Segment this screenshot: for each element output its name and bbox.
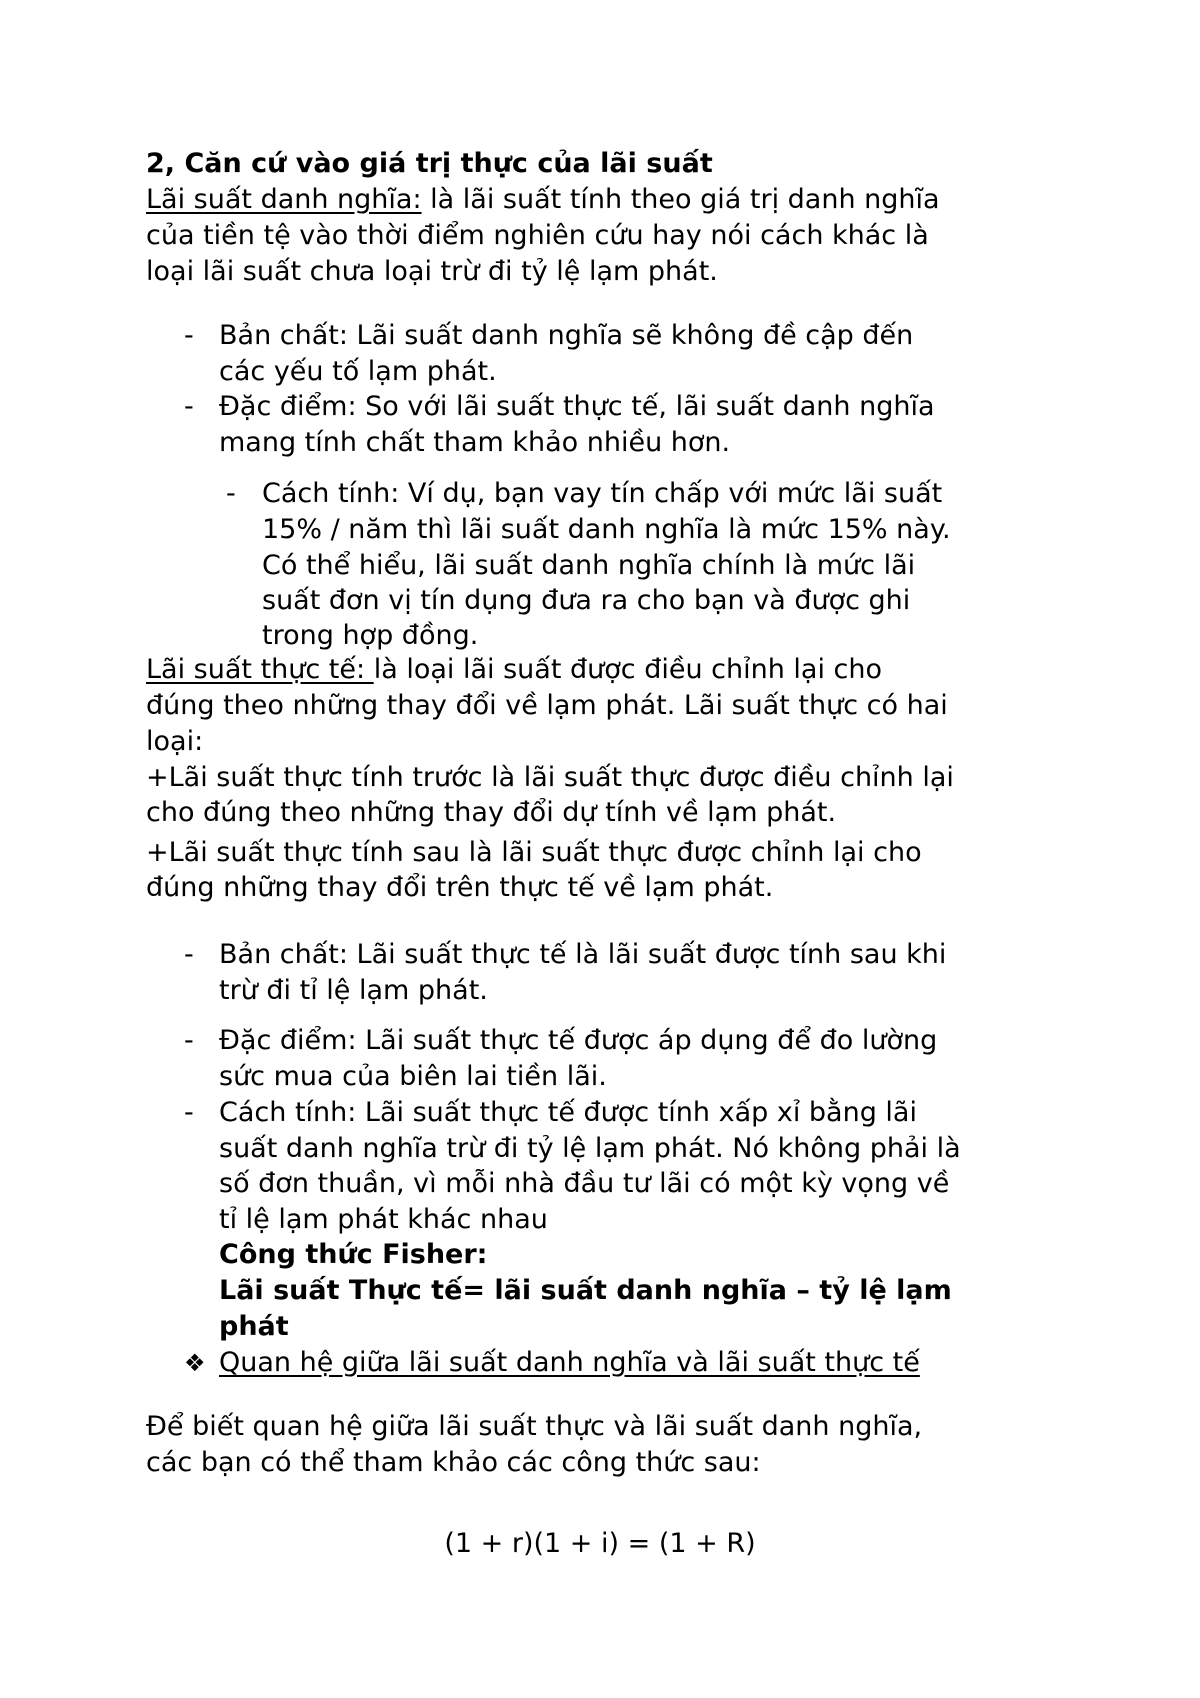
nominal-def-text-1: là lãi suất tính theo giá trị danh nghĩa	[421, 184, 940, 215]
real-feature-line-1: Đặc điểm: Lãi suất thực tế được áp dụng để đo lường	[219, 1025, 938, 1056]
section-heading: 2, Căn cứ vào giá trị thực của lãi suất	[146, 148, 713, 179]
relation-intro-line-2: các bạn có thể tham khảo các công thức sau:	[146, 1447, 761, 1478]
relation-intro-line-1: Để biết quan hệ giữa lãi suất thực và lãi suất danh nghĩa,	[146, 1411, 923, 1442]
real-calc-line-1: Cách tính: Lãi suất thực tế được tính xấp xỉ bằng lãi	[219, 1097, 917, 1128]
real-feature-line-2: sức mua của biên lai tiền lãi.	[219, 1061, 607, 1092]
bullet-dash: -	[226, 478, 236, 509]
real-calc-line-4: tỉ lệ lạm phát khác nhau	[219, 1204, 548, 1235]
real-nature-line-1: Bản chất: Lãi suất thực tế là lãi suất được tính sau khi	[219, 939, 947, 970]
fisher-title: Công thức Fisher:	[219, 1239, 488, 1270]
nominal-nature-line-2: các yếu tố lạm phát.	[219, 356, 497, 387]
real-calc-line-3: số đơn thuần, vì mỗi nhà đầu tư lãi có một kỳ vọng về	[219, 1168, 950, 1199]
real-term: Lãi suất thực tế:	[146, 654, 374, 685]
real-ex-post-line-2: đúng những thay đổi trên thực tế về lạm phát.	[146, 872, 774, 903]
real-ex-ante-line-1: +Lãi suất thực tính trước là lãi suất thực được điều chỉnh lại	[146, 762, 954, 793]
real-def-text-1: là loại lãi suất được điều chỉnh lại cho	[373, 654, 883, 685]
nominal-calc-line-5: trong hợp đồng.	[262, 620, 479, 651]
fisher-formula-line-2: phát	[219, 1311, 289, 1342]
nominal-term: Lãi suất danh nghĩa:	[146, 184, 422, 215]
bullet-dash: -	[184, 320, 194, 351]
nominal-feature-line-1: Đặc điểm: So với lãi suất thực tế, lãi suất danh nghĩa	[219, 391, 935, 422]
diamond-bullet-icon: ❖	[184, 1349, 206, 1377]
real-definition-line-3: loại:	[146, 726, 204, 757]
real-definition-line-1	[146, 652, 882, 688]
relation-title: Quan hệ giữa lãi suất danh nghĩa và lãi suất thực tế	[219, 1347, 920, 1378]
nominal-definition-line-3: loại lãi suất chưa loại trừ đi tỷ lệ lạm phát.	[146, 256, 718, 287]
bullet-dash: -	[184, 1097, 194, 1128]
bullet-dash: -	[184, 939, 194, 970]
bullet-dash: -	[184, 391, 194, 422]
nominal-definition-line-1	[146, 182, 940, 218]
real-calc-line-2: suất danh nghĩa trừ đi tỷ lệ lạm phát. Nó không phải là	[219, 1133, 961, 1164]
nominal-calc-line-4: suất đơn vị tín dụng đưa ra cho bạn và được ghi	[262, 585, 911, 616]
nominal-calc-line-3: Có thể hiểu, lãi suất danh nghĩa chính là mức lãi	[262, 550, 916, 581]
nominal-nature-line-1: Bản chất: Lãi suất danh nghĩa sẽ không đề cập đến	[219, 320, 914, 351]
nominal-calc-line-2: 15% / năm thì lãi suất danh nghĩa là mức 15% này.	[262, 514, 951, 545]
bullet-dash: -	[184, 1025, 194, 1056]
nominal-calc-line-1: Cách tính: Ví dụ, bạn vay tín chấp với mức lãi suất	[262, 478, 943, 509]
real-nature-line-2: trừ đi tỉ lệ lạm phát.	[219, 975, 488, 1006]
nominal-feature-line-2: mang tính chất tham khảo nhiều hơn.	[219, 427, 731, 458]
relation-formula: (1 + r)(1 + i) = (1 + R)	[444, 1528, 756, 1559]
real-definition-line-2: đúng theo những thay đổi về lạm phát. Lãi suất thực có hai	[146, 690, 948, 721]
real-ex-ante-line-2: cho đúng theo những thay đổi dự tính về lạm phát.	[146, 797, 837, 828]
real-ex-post-line-1: +Lãi suất thực tính sau là lãi suất thực được chỉnh lại cho	[146, 837, 922, 868]
nominal-definition-line-2: của tiền tệ vào thời điểm nghiên cứu hay nói cách khác là	[146, 220, 929, 251]
fisher-formula-line-1: Lãi suất Thực tế= lãi suất danh nghĩa – tỷ lệ lạm	[219, 1275, 952, 1306]
